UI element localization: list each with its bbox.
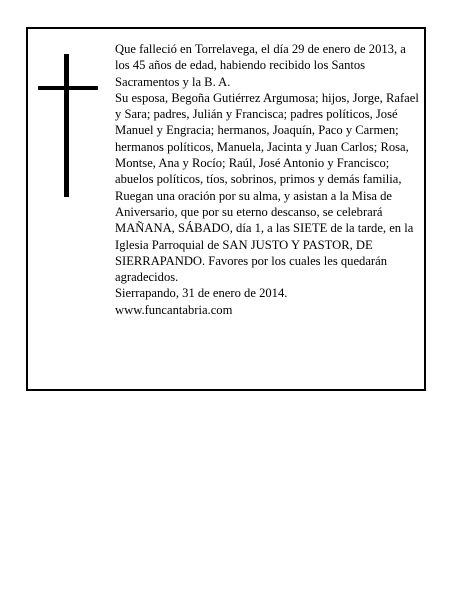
cross-horizontal-bar <box>38 86 98 90</box>
death-announcement-paragraph: Que falleció en Torrelavega, el día 29 de enero de 2013, a los 45 años de edad, habiendo recibido los Santos Sacramentos y la B. A. <box>115 42 406 89</box>
cross-vertical-bar <box>64 54 69 197</box>
family-list-paragraph: Su esposa, Begoña Gutiérrez Argumosa; hijos, Jorge, Rafael y Sara; padres, Julián y Francisca; padres políticos, José Manuel y Engracia; hermanos, Joaquín, Paco y Carmen; hermanos políticos, Manuela, Jacinta y Juan Carlos; Rosa, Montse, Ana y Rocío; Raúl, José Antonio y Francisco; abuelos políticos, tíos, sobrinos, primos y demás familia, <box>115 90 419 187</box>
mass-invitation-paragraph: Ruegan una oración por su alma, y asistan a la Misa de Aniversario, que por su eterno descanso, se celebrará MAÑANA, SÁBADO, día 1, a las SIETE de la tarde, en la Iglesia Parroquial de SAN JUSTO Y PASTOR, DE SIERRAPANDO. Favores por los cuales les quedarán agradecidos. <box>115 188 414 285</box>
website-link[interactable]: www.funcantabria.com <box>115 302 233 317</box>
place-date-line: Sierrapando, 31 de enero de 2014. <box>115 286 288 301</box>
cross-icon <box>38 54 98 197</box>
obituary-text <box>115 41 423 318</box>
